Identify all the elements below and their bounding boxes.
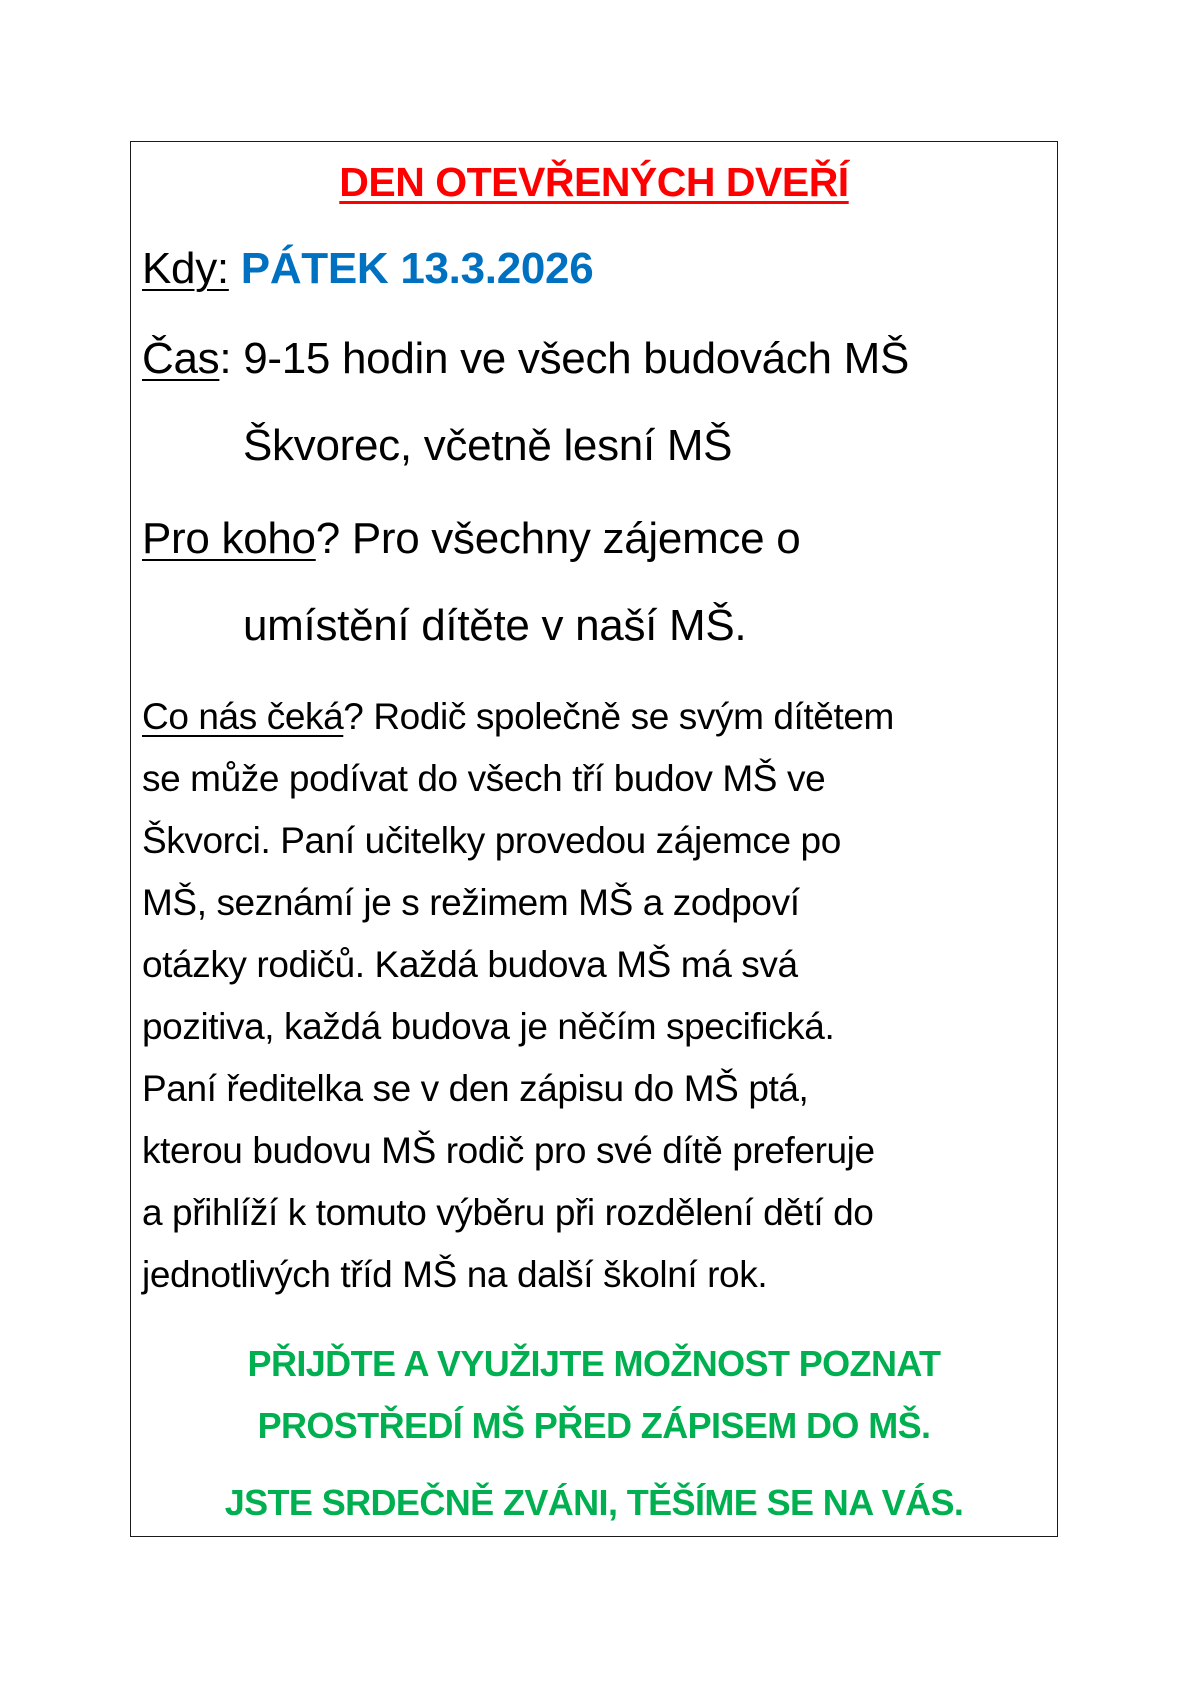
expectations-line-10: jednotlivých tříd MŠ na další školní rok. [142,1254,768,1295]
expectations-line-1 [142,698,894,735]
time-label: Čas [142,334,220,383]
audience-line-1 [142,514,801,563]
event-date: PÁTEK 13.3.2026 [240,244,594,293]
expectations-text: Rodič společně se svým dítětem [363,696,894,737]
audience-label: Pro koho [142,514,316,563]
expectations-line-7: Paní ředitelka se v den zápisu do MŠ ptá, [142,1068,809,1109]
expectations-separator: ? [343,696,364,737]
time-separator: : [219,334,232,383]
time-line-1 [142,334,910,383]
document-frame [130,141,1058,1537]
expectations-line-5: otázky rodičů. Každá budova MŠ má svá [142,944,798,985]
time-text-2: Škvorec, včetně lesní MŠ [243,421,733,470]
audience-separator: ? [315,514,340,563]
when-line [142,244,594,293]
closing-line-3: JSTE SRDEČNĚ ZVÁNI, TĚŠÍME SE NA VÁS. [224,1482,964,1523]
expectations-label: Co nás čeká [142,696,344,737]
expectations-line-4: MŠ, seznámí je s režimem MŠ a zodpoví [142,882,800,923]
audience-text-2: umístění dítěte v naší MŠ. [243,601,747,650]
document-title [131,159,1057,205]
closing-line-2: PROSTŘEDÍ MŠ PŘED ZÁPISEM DO MŠ. [257,1405,931,1446]
closing-line-1: PŘIJĎTE A VYUŽIJTE MOŽNOST POZNAT [247,1343,941,1384]
time-line-2 [243,421,733,470]
expectations-line-6: pozitiva, každá budova je něčím specifická. [142,1006,835,1047]
expectations-line-9: a přihlíží k tomuto výběru při rozdělení dětí do [142,1192,874,1233]
expectations-line-2: se může podívat do všech tří budov MŠ ve [142,758,826,799]
when-label: Kdy: [142,244,229,293]
time-text-1: 9-15 hodin ve všech budovách MŠ [231,334,910,383]
expectations-line-3: Škvorci. Paní učitelky provedou zájemce po [142,820,841,861]
audience-text-1: Pro všechny zájemce o [339,514,801,563]
title-text: DEN OTEVŘENÝCH DVEŘÍ [339,159,849,205]
audience-line-2 [243,601,747,650]
expectations-line-8: kterou budovu MŠ rodič pro své dítě preferuje [142,1130,875,1171]
